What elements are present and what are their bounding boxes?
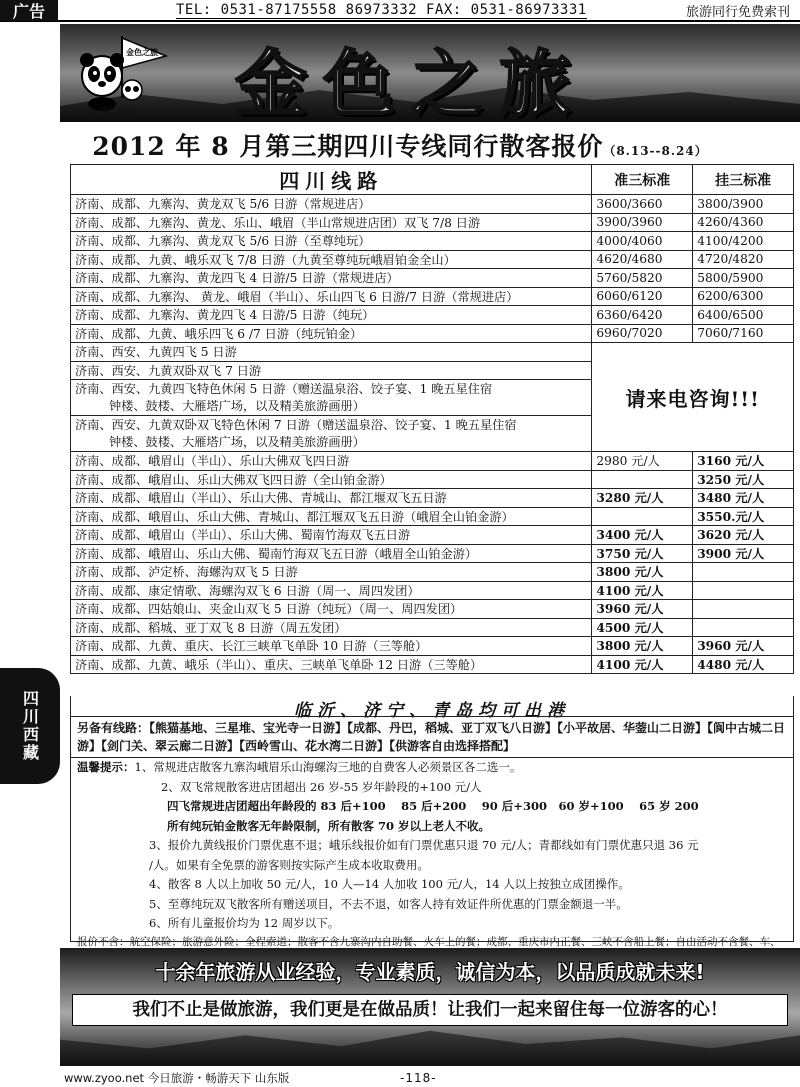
table-row	[71, 507, 794, 526]
route-cell: 济南、成都、九黄、峨乐双飞 7/8 日游（九黄至尊纯玩峨眉铂金全山）	[71, 250, 592, 269]
std3-price: 3800 元/人	[592, 563, 693, 582]
std3-price: 3280 元/人	[592, 489, 693, 508]
route-cell: 济南、成都、稻城、亚丁双飞 8 日游（周五发团）	[71, 618, 592, 637]
table-row	[71, 343, 794, 362]
route-cell: 济南、成都、九寨沟、黄龙四飞 4 日游/5 日游（纯玩）	[71, 306, 592, 325]
route-cell: 济南、成都、九寨沟、黄龙双飞 5/6 日游（常规进店）	[71, 195, 592, 214]
route-cell: 济南、成都、九黄、峨乐四飞 6 /7 日游（纯玩铂金）	[71, 324, 592, 343]
std3-price: 3400 元/人	[592, 526, 693, 545]
route-cell: 济南、成都、九寨沟、黄龙四飞 4 日游/5 日游（常规进店）	[71, 269, 592, 288]
std3-price: 4500 元/人	[592, 618, 693, 637]
table-row	[71, 526, 794, 545]
departure-note: 临沂、济宁、青岛均可出港	[70, 696, 794, 716]
tip-2b: 四飞常规进店团超出年龄段的 83 后+100 85 后+200 90 后+300 60 岁+100 65 岁 200	[167, 799, 699, 813]
tip-1: 1、常规进店散客九寨沟峨眉乐山海螺沟三地的自费客人必须景区各二选一。	[134, 760, 522, 774]
route-cell: 济南、成都、九寨沟、 黄龙、峨眉（半山）、乐山四飞 6 日游/7 日游（常规进店）	[71, 287, 592, 306]
hang3-price: 7060/7160	[693, 324, 794, 343]
header-route: 四川线路	[71, 165, 592, 195]
tip-3b: /人。如果有全免票的游客则按实际产生成本收取费用。	[149, 857, 429, 872]
std3-price: 4100 元/人	[592, 581, 693, 600]
table-row	[71, 287, 794, 306]
table-row	[71, 655, 794, 674]
table-row	[71, 581, 794, 600]
page-title	[0, 127, 800, 163]
hang3-price: 6400/6500	[693, 306, 794, 325]
table-row	[71, 618, 794, 637]
logo-flag-text: 金色之旅	[126, 47, 158, 57]
route-cell	[71, 380, 592, 416]
hang3-price	[693, 618, 794, 637]
slogan-banner	[60, 948, 800, 1066]
tip-line-1	[77, 758, 787, 778]
table-row	[71, 637, 794, 656]
route-cell: 济南、成都、九寨沟、黄龙双飞 5/6 日游（至尊纯玩）	[71, 232, 592, 251]
tips-heading: 温馨提示：	[77, 760, 135, 774]
contact-text: TEL: 0531-87175558 86973332 FAX: 0531-86973331	[176, 2, 587, 18]
route-cell: 济南、成都、泸定桥、海螺沟双飞 5 日游	[71, 563, 592, 582]
route-cell: 济南、成都、九黄、峨乐（半山）、重庆、三峡单飞单卧 12 日游（三等舱）	[71, 655, 592, 674]
hang3-price: 3550.元/人	[693, 507, 794, 526]
hang3-price: 3620 元/人	[693, 526, 794, 545]
table-row	[71, 306, 794, 325]
route-line: 济南、西安、九黄双卧双飞特色休闲 7 日游（赠送温泉浴、饺子宴、1 晚五星住宿	[75, 417, 517, 432]
std3-price: 3900/3960	[592, 213, 693, 232]
table-row	[71, 470, 794, 489]
price-excludes: 报价不含：航空保险；旅游意外险；全程索道；散客不含九寨沟内自助餐、火车上的餐；成都、重庆市内正餐、三峡不含船上餐；自由活动不含餐、车、	[77, 935, 781, 948]
route-cell: 济南、成都、峨眉山（半山）、乐山大佛双飞四日游	[71, 452, 592, 471]
table-row	[71, 563, 794, 582]
table-row	[71, 452, 794, 471]
table-row	[71, 232, 794, 251]
route-cell: 济南、成都、九寨沟、黄龙、乐山、峨眉（半山常规进店团）双飞 7/8 日游	[71, 213, 592, 232]
free-index-note: 旅游同行免费索刊	[685, 4, 790, 20]
route-cell: 济南、西安、九黄四飞 5 日游	[71, 343, 592, 362]
logo-subtitle: 川藏风情游	[86, 106, 136, 117]
route-cell: 济南、成都、康定情歌、海螺沟双飞 6 日游（周一、周四发团）	[71, 581, 592, 600]
table-row	[71, 600, 794, 619]
route-cell: 济南、西安、九黄双卧双飞 7 日游	[71, 361, 592, 380]
tip-2: 2、双飞常规散客进店团超出 26 岁-55 岁年龄段的+100 元/人	[161, 779, 482, 794]
header-std3: 准三标准	[592, 165, 693, 195]
std3-price: 3800 元/人	[592, 637, 693, 656]
top-bar	[0, 0, 800, 22]
std3-price: 6360/6420	[592, 306, 693, 325]
slogan-line-2: 我们不止是做旅游，我们更是在做品质！让我们一起来留住每一位游客的心！	[72, 994, 788, 1026]
hang3-price: 3480 元/人	[693, 489, 794, 508]
route-line: 济南、西安、九黄四飞特色休闲 5 日游（赠送温泉浴、饺子宴、1 晚五星住宿	[75, 381, 493, 396]
route-cell: 济南、成都、四姑娘山、夹金山双飞 5 日游（纯玩）（周一、周四发团）	[71, 600, 592, 619]
contact-info	[58, 2, 686, 18]
std3-price: 5760/5820	[592, 269, 693, 288]
tip-5: 5、至尊纯玩双飞散客所有赠送项目，不去不退，如客人持有效证件所优惠的门票金额退一半。	[149, 896, 628, 911]
std3-price: 6960/7020	[592, 324, 693, 343]
std3-price: 3600/3660	[592, 195, 693, 214]
hang3-price	[693, 600, 794, 619]
page-footer	[0, 1068, 800, 1087]
hang3-price	[693, 581, 794, 600]
route-cell: 济南、成都、峨眉山（半山）、乐山大佛、青城山、都江堰双飞五日游	[71, 489, 592, 508]
footer-site: www.zyoo.net 今日旅游・畅游天下 山东版	[64, 1070, 290, 1085]
tip-4: 4、散客 8 人以上加收 50 元/人，10 人—14 人加收 100 元/人，14 人以上按独立成团操作。	[149, 877, 630, 891]
tip-6: 6、所有儿童报价均为 12 周岁以下。	[149, 916, 340, 930]
hang3-price: 5800/5900	[693, 269, 794, 288]
std3-price: 6060/6120	[592, 287, 693, 306]
table-row	[71, 195, 794, 214]
hang3-price: 4100/4200	[693, 232, 794, 251]
std3-price: 4000/4060	[592, 232, 693, 251]
hang3-price: 3900 元/人	[693, 544, 794, 563]
std3-price: 2980 元/人	[592, 452, 693, 471]
hang3-price: 3800/3900	[693, 195, 794, 214]
tip-3: 3、报价九黄线报价门票优惠不退；峨乐线报价如有门票优惠只退 70 元/人；青都线如有门票优惠只退 36 元	[149, 838, 699, 852]
table-row	[71, 250, 794, 269]
table-row	[71, 269, 794, 288]
hang3-price: 3960 元/人	[693, 637, 794, 656]
hang3-price: 4720/4820	[693, 250, 794, 269]
table-row	[71, 489, 794, 508]
header-banner	[60, 24, 800, 122]
route-line-cont: 钟楼、鼓楼、大雁塔广场，以及精美旅游画册）	[109, 398, 365, 413]
consult-cell: 请来电咨询!!!	[592, 343, 794, 452]
page-number: -118-	[400, 1070, 437, 1085]
route-cell: 济南、成都、峨眉山（半山）、乐山大佛、蜀南竹海双飞五日游	[71, 526, 592, 545]
table-header-row	[71, 165, 794, 195]
banner-scenery	[60, 1022, 800, 1066]
hang3-price: 3160 元/人	[693, 452, 794, 471]
route-cell	[71, 416, 592, 452]
hang3-price: 4260/4360	[693, 213, 794, 232]
route-cell: 济南、成都、峨眉山、乐山大佛双飞四日游（全山铂金游）	[71, 470, 592, 489]
section-side-tab	[0, 668, 60, 784]
route-cell: 济南、成都、九黄、重庆、长江三峡单飞单卧 10 日游（三等舱）	[71, 637, 592, 656]
slogan-line-1: 十余年旅游从业经验，专业素质，诚信为本，以品质成就未来!	[155, 960, 705, 984]
route-cell: 济南、成都、峨眉山、乐山大佛、青城山、都江堰双飞五日游（峨眉全山铂金游）	[71, 507, 592, 526]
header-hang3: 挂三标准	[693, 165, 794, 195]
side-tab-label: 四川西藏	[20, 690, 40, 762]
hang3-price	[693, 563, 794, 582]
tip-2c: 所有纯玩铂金散客无年龄限制，所有散客 70 岁以上老人不收。	[167, 818, 491, 833]
table-row	[71, 213, 794, 232]
tips-section	[70, 756, 794, 948]
extra-routes: 另备有线路：【熊猫基地、三星堆、宝光寺一日游】【成都、丹巴，稻城、亚丁双飞八日游】【小平故居、华蓥山二日游】【阆中古城二日游】【剑门关、翠云廊二日游】【西岭雪山、花水湾二日游】【供游客自由选择搭配】	[70, 716, 794, 758]
banner-title: 金色之旅	[235, 41, 588, 122]
hang3-price: 3250 元/人	[693, 470, 794, 489]
price-period: （8.13--8.24）	[603, 144, 708, 158]
route-cell: 济南、成都、峨眉山、乐山大佛、蜀南竹海双飞五日游（峨眉全山铂金游）	[71, 544, 592, 563]
hang3-price: 6200/6300	[693, 287, 794, 306]
table-row	[71, 544, 794, 563]
ad-label: 广告	[0, 0, 58, 21]
price-table	[70, 164, 794, 674]
std3-price: 4620/4680	[592, 250, 693, 269]
std3-price	[592, 507, 693, 526]
std3-price: 4100 元/人	[592, 655, 693, 674]
std3-price: 3960 元/人	[592, 600, 693, 619]
std3-price: 3750 元/人	[592, 544, 693, 563]
table-row	[71, 324, 794, 343]
page-title-text: 2012 年 8 月第三期四川专线同行散客报价	[92, 132, 604, 161]
route-line-cont: 钟楼、鼓楼、大雁塔广场，以及精美旅游画册）	[109, 434, 365, 449]
std3-price	[592, 470, 693, 489]
hang3-price: 4480 元/人	[693, 655, 794, 674]
